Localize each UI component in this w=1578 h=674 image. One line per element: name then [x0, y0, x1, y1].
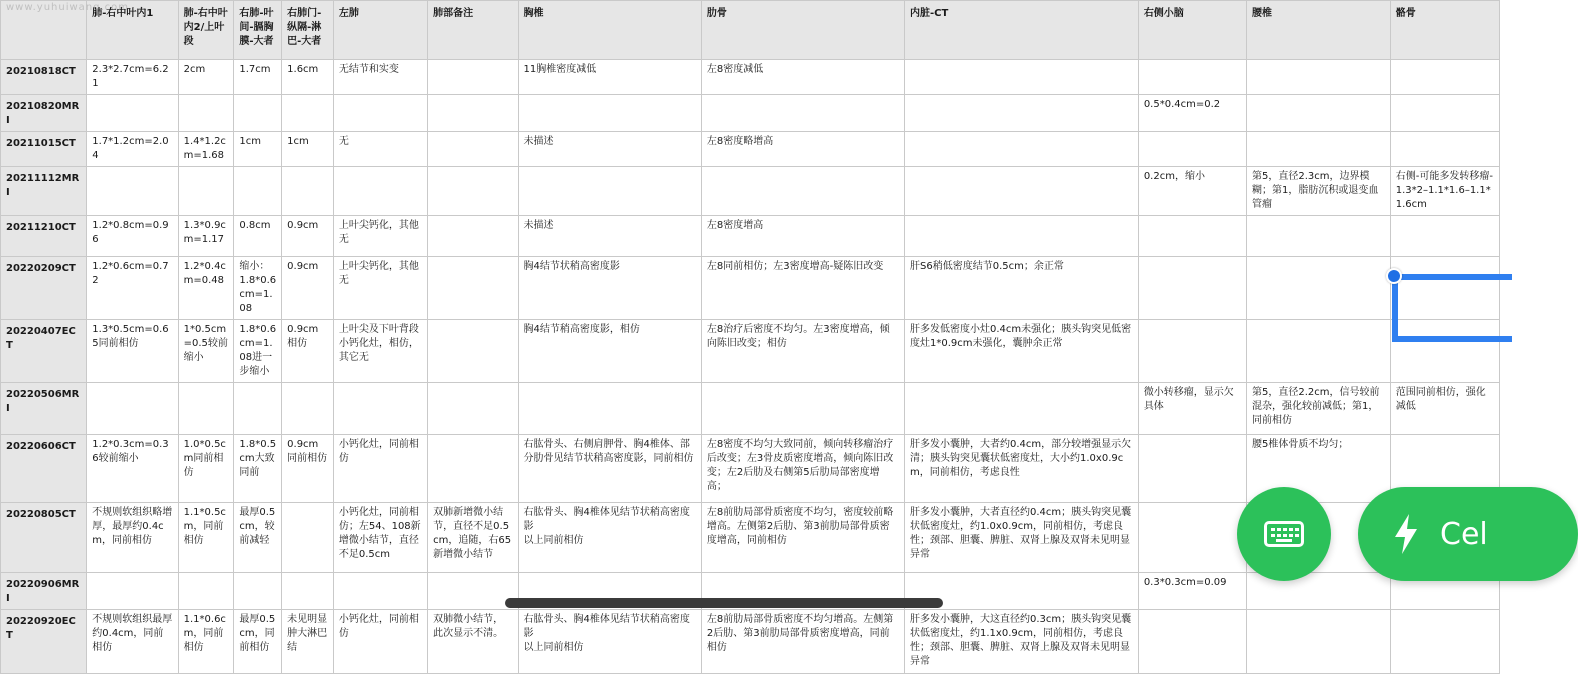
header-row — [1, 1, 1500, 60]
table-cell[interactable]: 胸4结节稍高密度影，相仿 — [518, 320, 701, 383]
lightning-icon — [1392, 514, 1420, 554]
table-cell[interactable] — [428, 320, 518, 383]
table-cell[interactable] — [1246, 610, 1390, 674]
table-cell[interactable] — [282, 95, 334, 132]
keyboard-button[interactable] — [1237, 487, 1331, 581]
table-cell[interactable] — [282, 503, 334, 573]
table-cell[interactable]: 右肱骨头、胸4椎体见结节状稍高密度影 以上同前相仿 — [518, 610, 701, 674]
table-cell[interactable]: 左8密度减低 — [701, 60, 904, 95]
table-row — [1, 610, 1500, 674]
table-cell[interactable] — [178, 573, 234, 610]
table-cell[interactable] — [428, 216, 518, 257]
table-cell[interactable]: 0.8cm — [234, 216, 282, 257]
table-cell[interactable]: 左8前肋局部骨质密度不均匀，密度较前略增高。左侧第2后肋、第3前肋局部骨质密度增高，同前相仿 — [701, 503, 904, 573]
column-header[interactable]: 肺部备注 — [428, 1, 518, 60]
row-date[interactable]: 20211112MRI — [1, 167, 87, 216]
table-cell[interactable]: 11胸椎密度减低 — [518, 60, 701, 95]
table-cell[interactable]: 2.3*2.7cm=6.21 — [87, 60, 178, 95]
table-cell[interactable]: 肝多发小囊肿，大者约0.4cm，部分较增强显示欠清；胰头钩突见囊状低密度灶，大小约1.0x0.9cm，同前相仿，考虑良性 — [905, 435, 1139, 503]
table-cell[interactable] — [1246, 95, 1390, 132]
column-header[interactable]: 骼骨 — [1390, 1, 1499, 60]
table-cell[interactable] — [1246, 60, 1390, 95]
table-row — [1, 383, 1500, 435]
table-cell[interactable] — [701, 167, 904, 216]
table-cell[interactable]: 上叶尖钙化，其他无 — [333, 216, 427, 257]
table-cell[interactable]: 上叶尖钙化，其他无 — [333, 257, 427, 320]
row-date[interactable]: 20220506MRI — [1, 383, 87, 435]
horizontal-scrollbar[interactable] — [505, 598, 943, 608]
table-cell[interactable] — [1246, 132, 1390, 167]
table-cell[interactable]: 缩小：1.8*0.6cm=1.08 — [234, 257, 282, 320]
table-cell[interactable]: 0.2cm，缩小 — [1138, 167, 1246, 216]
row-date[interactable]: 20211015CT — [1, 132, 87, 167]
column-header[interactable]: 胸椎 — [518, 1, 701, 60]
table-cell[interactable] — [905, 216, 1139, 257]
table-cell[interactable]: 1.3*0.9cm=1.17 — [178, 216, 234, 257]
table-cell[interactable] — [87, 167, 178, 216]
table-cell[interactable]: 1.6cm — [282, 60, 334, 95]
table-cell[interactable]: 0.9cm — [282, 216, 334, 257]
table-cell[interactable]: 2cm — [178, 60, 234, 95]
column-header[interactable]: 肺-右中叶内2/上叶段 — [178, 1, 234, 60]
table-cell[interactable]: 右肱骨头、胸4椎体见结节状稍高密度影 以上同前相仿 — [518, 503, 701, 573]
table-cell[interactable] — [1390, 132, 1499, 167]
table-cell[interactable]: 未描述 — [518, 216, 701, 257]
table-cell[interactable] — [234, 167, 282, 216]
watermark: www.yuhuiwang.com — [6, 2, 130, 13]
table-cell[interactable]: 未见明显肿大淋巴结 — [282, 610, 334, 674]
table-cell[interactable] — [1138, 60, 1246, 95]
table-cell[interactable]: 微小转移瘤，显示欠具体 — [1138, 383, 1246, 435]
table-cell[interactable]: 肝多发低密度小灶0.4cm未强化；胰头钩突见低密度灶1*0.9cm未强化，囊肿余正常 — [905, 320, 1139, 383]
table-cell[interactable] — [282, 383, 334, 435]
cell-selection-box[interactable] — [1392, 274, 1512, 342]
table-cell[interactable]: 范围同前相仿，强化减低 — [1390, 383, 1499, 435]
table-cell[interactable] — [905, 383, 1139, 435]
table-cell[interactable] — [428, 257, 518, 320]
table-cell[interactable] — [282, 167, 334, 216]
table-cell[interactable] — [428, 132, 518, 167]
table-cell[interactable] — [1138, 610, 1246, 674]
table-row — [1, 167, 1500, 216]
table-cell[interactable] — [905, 167, 1139, 216]
table-cell[interactable] — [1246, 216, 1390, 257]
table-cell[interactable]: 1.3*0.5cm=0.65同前相仿 — [87, 320, 178, 383]
column-header[interactable]: 右侧小脑 — [1138, 1, 1246, 60]
row-date[interactable]: 20220805CT — [1, 503, 87, 573]
table-cell[interactable]: 左8密度增高 — [701, 216, 904, 257]
table-cell[interactable]: 1.1*0.5cm，同前相仿 — [178, 503, 234, 573]
table-row — [1, 95, 1500, 132]
table-cell[interactable] — [1138, 435, 1246, 503]
table-cell[interactable] — [1138, 216, 1246, 257]
table-cell[interactable]: 不规则软组织最厚约0.4cm，同前相仿 — [87, 610, 178, 674]
table-cell[interactable] — [428, 60, 518, 95]
selection-handle[interactable] — [1386, 268, 1402, 284]
row-date[interactable]: 20210820MRI — [1, 95, 87, 132]
row-date[interactable]: 20210818CT — [1, 60, 87, 95]
table-cell[interactable] — [905, 60, 1139, 95]
column-header[interactable]: 肋骨 — [701, 1, 904, 60]
table-cell[interactable] — [234, 573, 282, 610]
table-cell[interactable]: 右肱骨头、右侧肩胛骨、胸4椎体、部分肋骨见结节状稍高密度影，同前相仿 — [518, 435, 701, 503]
row-date[interactable]: 20220906MRI — [1, 573, 87, 610]
table-cell[interactable]: 1cm — [282, 132, 334, 167]
table-cell[interactable]: 肝多发小囊肿，大这直径约0.3cm；胰头钩突见囊状低密度灶，约1.1x0.9cm，同前相仿，考虑良性；颈部、胆囊、脾脏、双肾上腺及双肾未见明显异常 — [905, 610, 1139, 674]
row-date[interactable]: 20220209CT — [1, 257, 87, 320]
table-cell[interactable]: 1.2*0.4cm=0.48 — [178, 257, 234, 320]
row-date[interactable]: 20220606CT — [1, 435, 87, 503]
table-cell[interactable]: 左8密度不均匀大致同前，倾向转移瘤治疗后改变；左3骨皮质密度增高，倾向陈旧改变；左2后肋及右侧第5后肋局部密度增高； — [701, 435, 904, 503]
table-row — [1, 60, 1500, 95]
table-cell[interactable] — [1390, 216, 1499, 257]
table-cell[interactable]: 最厚0.5cm，同前相仿 — [234, 610, 282, 674]
table-cell[interactable] — [1138, 257, 1246, 320]
table-cell[interactable] — [518, 383, 701, 435]
table-cell[interactable]: 1.8*0.6cm=1.08进一步缩小 — [234, 320, 282, 383]
table-row — [1, 132, 1500, 167]
table-cell[interactable] — [333, 167, 427, 216]
table-cell[interactable] — [701, 95, 904, 132]
table-cell[interactable] — [1246, 320, 1390, 383]
table-cell[interactable] — [518, 95, 701, 132]
keyboard-icon — [1264, 521, 1304, 547]
table-cell[interactable]: 腰5椎体骨质不均匀； — [1246, 435, 1390, 503]
row-date[interactable]: 20211210CT — [1, 216, 87, 257]
table-cell[interactable]: 肝S6稍低密度结节0.5cm；余正常 — [905, 257, 1139, 320]
table-cell[interactable]: 双肺新增微小结节，直径不足0.5cm，追随，右65新增微小结节 — [428, 503, 518, 573]
table-cell[interactable]: 小钙化灶，同前相仿 — [333, 610, 427, 674]
table-cell[interactable] — [428, 383, 518, 435]
table-cell[interactable]: 第5，直径2.3cm，边界模糊；第1，脂肪沉积或退变血管瘤 — [1246, 167, 1390, 216]
table-cell[interactable] — [1138, 503, 1246, 573]
table-cell[interactable]: 未描述 — [518, 132, 701, 167]
table-cell[interactable]: 1.0*0.5cm同前相仿 — [178, 435, 234, 503]
table-cell[interactable] — [234, 95, 282, 132]
table-cell[interactable] — [282, 573, 334, 610]
row-date[interactable]: 20220920ECT — [1, 610, 87, 674]
table-cell[interactable] — [333, 383, 427, 435]
table-cell[interactable]: 无 — [333, 132, 427, 167]
table-cell[interactable]: 1.2*0.3cm=0.36较前缩小 — [87, 435, 178, 503]
table-cell[interactable]: 0.9cm同前相仿 — [282, 435, 334, 503]
table-cell[interactable] — [1246, 257, 1390, 320]
table-cell[interactable]: 左8同前相仿；左3密度增高-疑陈旧改变 — [701, 257, 904, 320]
table-cell[interactable]: 0.9cm — [282, 257, 334, 320]
row-date[interactable]: 20220407ECT — [1, 320, 87, 383]
table-cell[interactable]: 小钙化灶，同前相仿；左54、108新增微小结节，直径不足0.5cm — [333, 503, 427, 573]
table-row — [1, 320, 1500, 383]
table-cell[interactable] — [1138, 320, 1246, 383]
table-cell[interactable] — [234, 383, 282, 435]
table-cell[interactable]: 0.5*0.4cm=0.2 — [1138, 95, 1246, 132]
table-cell[interactable] — [1390, 610, 1499, 674]
table-cell[interactable]: 胸4结节状稍高密度影 — [518, 257, 701, 320]
table-cell[interactable]: 1.8*0.5cm大致同前 — [234, 435, 282, 503]
table-cell[interactable]: 0.9cm相仿 — [282, 320, 334, 383]
table-cell[interactable]: 1.4*1.2cm=1.68 — [178, 132, 234, 167]
table-cell[interactable] — [178, 383, 234, 435]
table-cell[interactable] — [701, 383, 904, 435]
table-cell[interactable] — [87, 383, 178, 435]
table-cell[interactable]: 左8密度略增高 — [701, 132, 904, 167]
table-cell[interactable]: 1.1*0.6cm，同前相仿 — [178, 610, 234, 674]
column-header[interactable]: 左肺 — [333, 1, 427, 60]
table-cell[interactable] — [428, 95, 518, 132]
table-cell[interactable]: 1.2*0.8cm=0.96 — [87, 216, 178, 257]
table-cell[interactable]: 无结节和实变 — [333, 60, 427, 95]
column-header[interactable]: 肺-右中叶内1 — [87, 1, 178, 60]
table-cell[interactable] — [333, 95, 427, 132]
table-cell[interactable]: 1.7*1.2cm=2.04 — [87, 132, 178, 167]
table-cell[interactable] — [905, 132, 1139, 167]
table-cell[interactable] — [1138, 132, 1246, 167]
table-row — [1, 216, 1500, 257]
table-cell[interactable] — [87, 95, 178, 132]
column-header[interactable]: 右肺-叶间-膈胸膜-大者 — [234, 1, 282, 60]
table-cell[interactable]: 双肺微小结节，此次显示不清。 — [428, 610, 518, 674]
table-cell[interactable]: 0.3*0.3cm=0.09 — [1138, 573, 1246, 610]
table-cell[interactable] — [1390, 60, 1499, 95]
table-cell[interactable] — [1390, 95, 1499, 132]
table-cell[interactable]: 不规则软组织略增厚，最厚约0.4cm，同前相仿 — [87, 503, 178, 573]
table-cell[interactable] — [518, 167, 701, 216]
table-cell[interactable]: 最厚0.5cm，较前减轻 — [234, 503, 282, 573]
table-cell[interactable]: 上叶尖及下叶背段小钙化灶，相仿，其它无 — [333, 320, 427, 383]
table-cell[interactable] — [87, 573, 178, 610]
table-cell[interactable]: 右侧-可能多发转移瘤-1.3*2–1.1*1.6–1.1*1.6cm — [1390, 167, 1499, 216]
table-cell[interactable] — [178, 167, 234, 216]
table-cell[interactable]: 1.2*0.6cm=0.72 — [87, 257, 178, 320]
table-cell[interactable]: 1.7cm — [234, 60, 282, 95]
table-cell[interactable]: 左8治疗后密度不均匀。左3密度增高，倾向陈旧改变；相仿 — [701, 320, 904, 383]
table-cell[interactable]: 小钙化灶，同前相仿 — [333, 435, 427, 503]
table-cell[interactable]: 肝多发小囊肿，大者直径约0.4cm；胰头钩突见囊状低密度灶，约1.0x0.9cm，同前相仿，考虑良性；颈部、胆囊、脾脏、双肾上腺及双肾未见明显异常 — [905, 503, 1139, 573]
table-cell[interactable] — [428, 435, 518, 503]
cell-action-button[interactable] — [1358, 487, 1578, 581]
table-cell[interactable]: 左8前肋局部骨质密度不均匀增高。左侧第2后肋、第3前肋局部骨质密度增高，同前相仿 — [701, 610, 904, 674]
table-cell[interactable]: 1cm — [234, 132, 282, 167]
column-header[interactable]: 内脏-CT — [905, 1, 1139, 60]
table-cell[interactable]: 第5，直径2.2cm，信号较前混杂，强化较前减低；第1，同前相仿 — [1246, 383, 1390, 435]
cell-button-label: Cel — [1440, 516, 1488, 552]
table-cell[interactable] — [178, 95, 234, 132]
table-row — [1, 257, 1500, 320]
table-cell[interactable] — [333, 573, 427, 610]
table-cell[interactable] — [428, 167, 518, 216]
column-header[interactable]: 腰椎 — [1246, 1, 1390, 60]
table-cell[interactable] — [905, 95, 1139, 132]
table-cell[interactable]: 1*0.5cm=0.5较前缩小 — [178, 320, 234, 383]
column-header[interactable]: 右肺门-纵隔-淋巴-大者 — [282, 1, 334, 60]
